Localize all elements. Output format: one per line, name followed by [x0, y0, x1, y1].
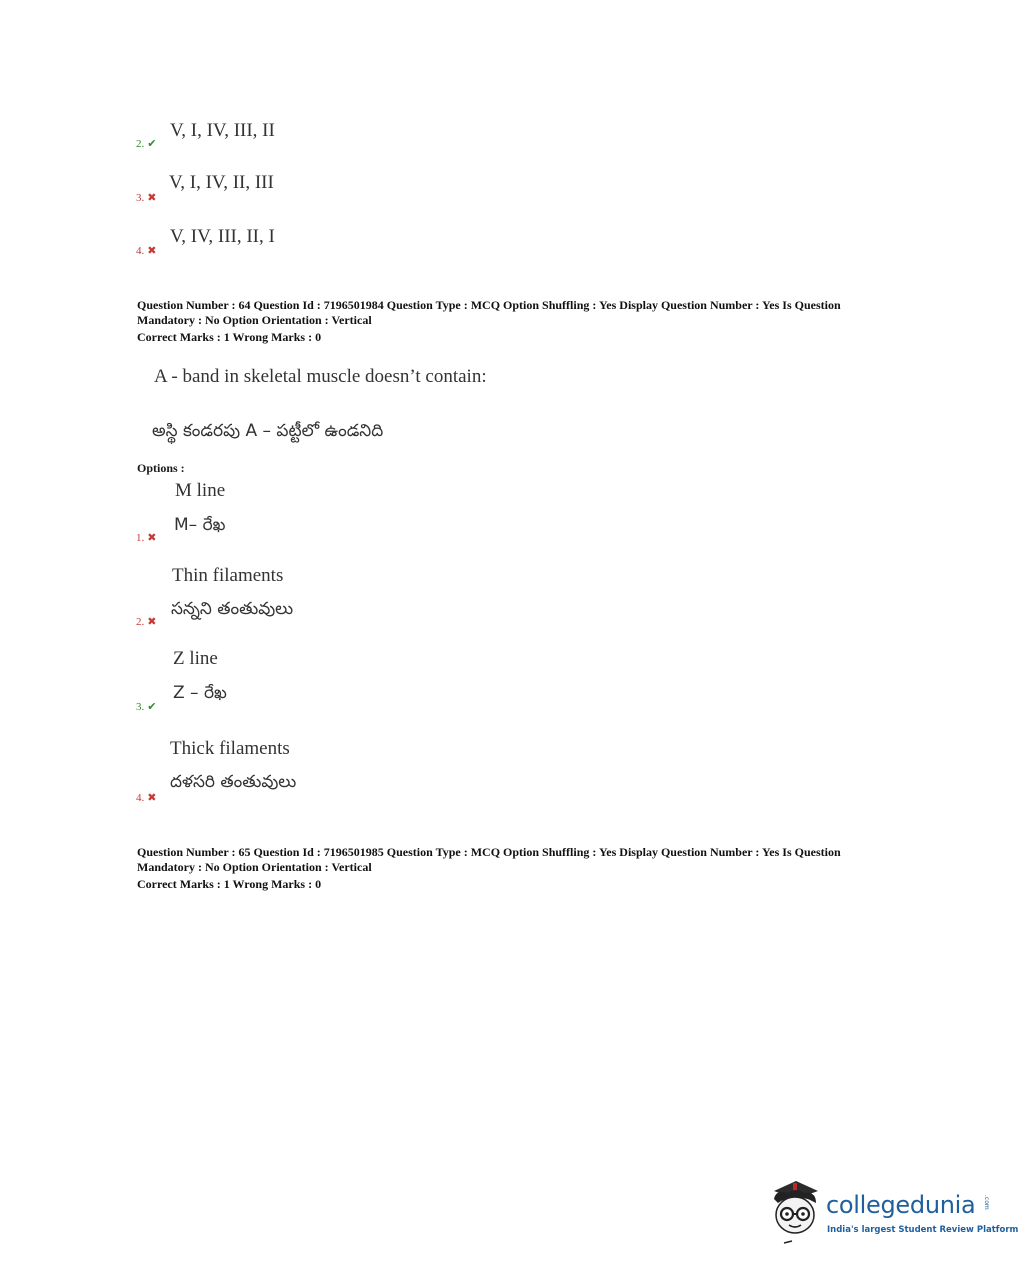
question-stem-telugu: అస్థి కండరపు A – పట్టీలో ఉండనిది — [152, 421, 384, 441]
brand-tld: .com — [983, 1195, 990, 1210]
option-text-telugu: Z – రేఖ — [173, 683, 227, 703]
brand-tagline: India's largest Student Review Platform — [827, 1225, 1019, 1235]
option-number: 1. ✖ — [136, 532, 157, 544]
option-text: V, IV, III, II, I — [170, 226, 275, 247]
cross-icon: ✖ — [147, 245, 157, 257]
option-text: V, I, IV, III, II — [170, 120, 275, 141]
brand-name: collegedunia — [826, 1191, 976, 1219]
option-text-telugu: సన్నని తంతువులు — [171, 599, 294, 619]
option-text-english: Thin filaments — [172, 565, 284, 586]
options-label: Options : — [137, 461, 185, 475]
question-stem-english: A - band in skeletal muscle doesn’t contain: — [154, 366, 487, 387]
cross-icon: ✖ — [147, 792, 157, 804]
option-text-english: Z line — [173, 648, 218, 669]
option-number: 2. ✖ — [136, 616, 157, 628]
option-text-telugu: M– రేఖ — [174, 515, 226, 535]
option-number: 2. ✔ — [136, 138, 157, 150]
check-icon: ✔ — [147, 138, 157, 150]
option-text-telugu: దళసరి తంతువులు — [170, 772, 297, 792]
mascot-icon — [766, 1177, 826, 1247]
option-text-english: Thick filaments — [170, 738, 290, 759]
option-text-english: M line — [175, 480, 226, 501]
option-number: 3. ✔ — [136, 701, 157, 713]
cross-icon: ✖ — [147, 192, 157, 204]
cross-icon: ✖ — [147, 532, 157, 544]
option-number: 3. ✖ — [136, 192, 157, 204]
question-meta: Question Number : 64 Question Id : 7196501984 Question Type : MCQ Option Shuffling : Yes Display Question Number : Yes Is Question Mandatory : No Option Orientation : Vertical Correct Marks : 1 Wrong Marks : 0 — [137, 298, 841, 344]
collegedunia-logo — [766, 1177, 1019, 1247]
cross-icon: ✖ — [147, 616, 157, 628]
option-text: V, I, IV, II, III — [169, 172, 274, 193]
question-meta: Question Number : 65 Question Id : 7196501985 Question Type : MCQ Option Shuffling : Yes Display Question Number : Yes Is Question Mandatory : No Option Orientation : Vertical Correct Marks : 1 Wrong Marks : 0 — [137, 845, 841, 891]
check-icon: ✔ — [147, 701, 157, 713]
option-number: 4. ✖ — [136, 792, 157, 804]
option-number: 4. ✖ — [136, 245, 157, 257]
